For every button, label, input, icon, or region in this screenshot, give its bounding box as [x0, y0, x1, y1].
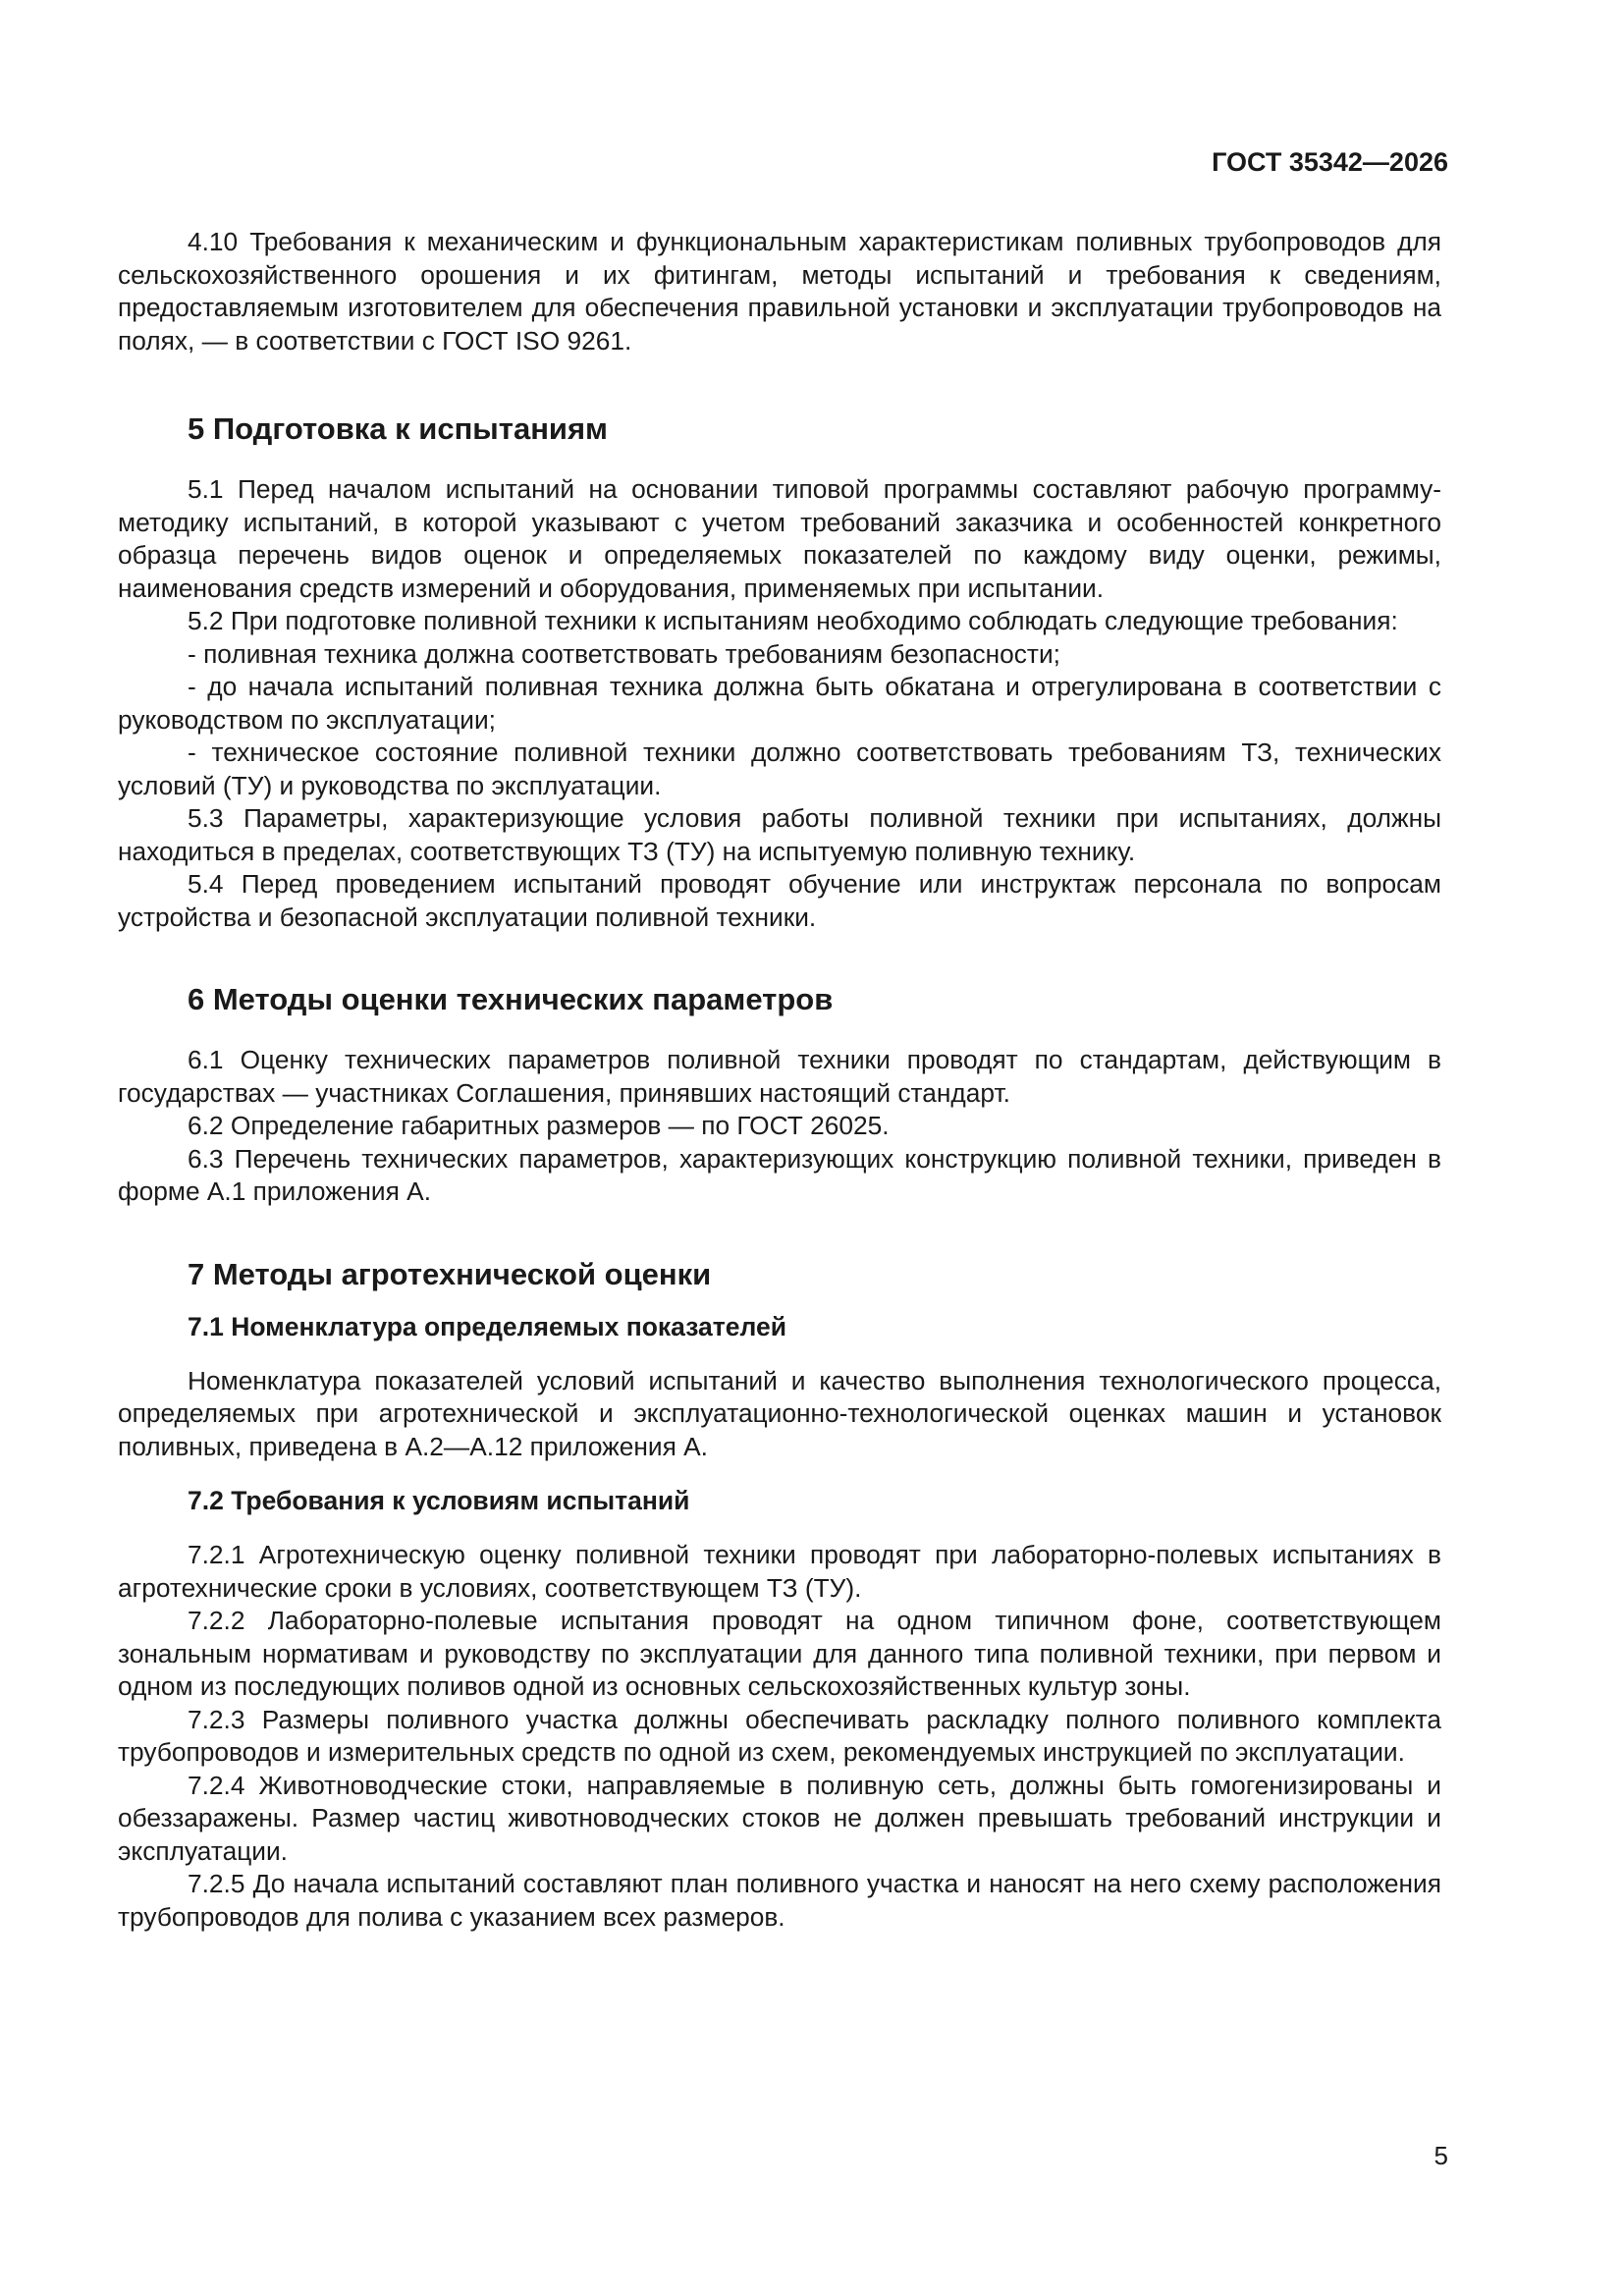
subsection-7-2-title: 7.2 Требования к условиям испытаний	[188, 1486, 690, 1515]
paragraph-7-1: Номенклатура показателей условий испытаний и качество выполнения технологического процесса, определяемых при агротехнической и эксплуатационно-технологической оценках машин и установок поливных, приведена в А.2—А.12 приложения А.	[118, 1365, 1441, 1461]
paragraph-7-2-1: 7.2.1 Агротехническую оценку поливной техники проводят при лабораторно-полевых испытаниях в агротехнические сроки в условиях, соответствующем ТЗ (ТУ).	[118, 1540, 1441, 1603]
paragraph-7-2-5: 7.2.5 До начала испытаний составляют план поливного участка и наносят на него схему расположения трубопроводов для полива с указанием всех размеров.	[118, 1869, 1441, 1932]
page-content	[118, 226, 1441, 1934]
paragraph-4-10: 4.10 Требования к механическим и функциональным характеристикам поливных трубопроводов для сельскохозяйственного орошения и их фитингам, методы испытаний и требования к сведениям, предоставляемым изготовителем для обеспечения правильной установки и эксплуатации трубопроводов на полях, — в соответствии с ГОСТ ISO 9261.	[118, 227, 1441, 355]
list-item: - до начала испытаний поливная техника должна быть обкатана и отрегулирована в соответствии с руководством по эксплуатации;	[118, 672, 1441, 735]
list-item: - поливная техника должна соответствовать требованиям безопасности;	[188, 638, 1060, 669]
paragraph-6-1: 6.1 Оценку технических параметров поливной техники проводят по стандартам, действующим в государствах — участниках Соглашения, принявших настоящий стандарт.	[118, 1045, 1441, 1108]
paragraph-7-2-4: 7.2.4 Животноводческие стоки, направляемые в поливную сеть, должны быть гомогенизированы и обеззаражены. Размер частиц животноводческих стоков не должен превышать требований инструкции и эксплуатации.	[118, 1770, 1441, 1866]
section-5-title: 5 Подготовка к испытаниям	[188, 411, 608, 446]
paragraph-5-1: 5.1 Перед началом испытаний на основании типовой программы составляют рабочую программу-методику испытаний, в которой указывают с учетом требований заказчика и особенностей конкретного образца перечень видов оценок и определяемых показателей по каждому виду оценки, режимы, наименования средств измерений и оборудования, применяемых при испытании.	[118, 474, 1441, 603]
paragraph-7-2-2: 7.2.2 Лабораторно-полевые испытания проводят на одном типичном фоне, соответствующем зональным нормативам и руководству по эксплуатации для данного типа поливной техники, при первом и одном из последующих поливов одной из основных сельскохозяйственных культур зоны.	[118, 1606, 1441, 1701]
section-7-title: 7 Методы агротехнической оценки	[188, 1256, 712, 1291]
document-id: ГОСТ 35342—2026	[1212, 147, 1448, 177]
list-item: - техническое состояние поливной техники должно соответствовать требованиям ТЗ, технических условий (ТУ) и руководства по эксплуатации.	[118, 738, 1441, 800]
section-6-title: 6 Методы оценки технических параметров	[188, 982, 834, 1016]
page-number: 5	[1434, 2141, 1448, 2170]
paragraph-6-2: 6.2 Определение габаритных размеров — по ГОСТ 26025.	[188, 1111, 890, 1140]
subsection-7-1-title: 7.1 Номенклатура определяемых показателей	[188, 1311, 787, 1341]
paragraph-5-4: 5.4 Перед проведением испытаний проводят обучение или инструктаж персонала по вопросам устройства и безопасной эксплуатации поливной техники.	[118, 869, 1441, 932]
paragraph-7-2-3: 7.2.3 Размеры поливного участка должны обеспечивать раскладку полного поливного комплекта трубопроводов и измерительных средств по одной из схем, рекомендуемых инструкцией по эксплуатации.	[118, 1704, 1441, 1767]
paragraph-5-2: 5.2 При подготовке поливной техники к испытаниям необходимо соблюдать следующие требования:	[188, 606, 1398, 635]
paragraph-6-3: 6.3 Перечень технических параметров, характеризующих конструкцию поливной техники, приведен в форме А.1 приложения А.	[118, 1143, 1441, 1206]
paragraph-5-3: 5.3 Параметры, характеризующие условия работы поливной техники при испытаниях, должны находиться в пределах, соответствующих ТЗ (ТУ) на испытуемую поливную технику.	[118, 803, 1441, 866]
